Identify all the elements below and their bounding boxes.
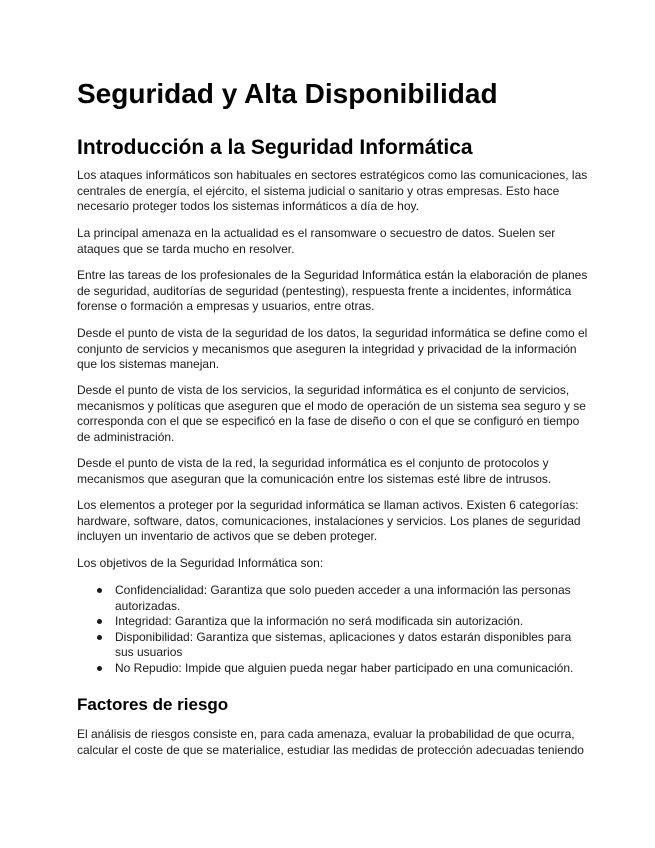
text-line: No Repudio: Impide que alguien pueda negar haber participado en una comunicación.: [115, 660, 574, 675]
text-line: Desde el punto de vista de la red, la seguridad informática es el conjunto de protocolos y: [77, 456, 549, 470]
text-line: corresponda con el que se especificó en la fase de diseño o con el que se configuró en tiempo: [77, 414, 580, 428]
paragraph-objectives-intro: [77, 556, 579, 572]
paragraph-attacks: [77, 168, 588, 215]
list-item-confidentiality: [77, 583, 579, 614]
paragraph-professionals: [77, 268, 588, 315]
list-item-availability: [77, 630, 579, 661]
paragraph-data-view: [77, 326, 588, 373]
text-line: El análisis de riesgos consiste en, para cada amenaza, evaluar la probabilidad de que ocurra,: [77, 727, 575, 741]
text-line: de seguridad, auditorías de seguridad (pentesting), respuesta frente a incidentes, informática: [77, 283, 572, 298]
text-line: mecanismos y políticas que aseguren que el modo de operación de un sistema sea seguro y se: [77, 398, 586, 413]
text-line: Disponibilidad: Garantiza que sistemas, aplicaciones y datos estarán disponibles para: [115, 629, 572, 644]
text-line: conjunto de servicios y mecanismos que aseguren la integridad y privacidad de la información: [77, 341, 577, 356]
bullet-icon: [97, 619, 102, 624]
paragraph-ransomware: [77, 226, 579, 257]
paragraph-risk-analysis: [77, 727, 584, 758]
text-line: Los objetivos de la Seguridad Informática son:: [77, 556, 324, 570]
text-line: mecanismos que aseguran que la comunicación entre los sistemas esté libre de intrusos.: [77, 471, 552, 486]
text-line: La principal amenaza en la actualidad es el ransomware o secuestro de datos. Suelen ser: [77, 226, 556, 240]
text-line: calcular el coste de que se materialice, estudiar las medidas de protección adecuadas teniendo: [77, 742, 584, 757]
list-item-non-repudiation: [77, 661, 579, 677]
text-line: que los sistemas manejan.: [77, 357, 220, 371]
paragraph-assets: [77, 498, 579, 545]
bullet-icon: [97, 635, 102, 640]
document-title: Seguridad y Alta Disponibilidad: [77, 78, 498, 109]
bullet-icon: [97, 588, 102, 593]
list-item-integrity: [77, 614, 579, 630]
objectives-list: [77, 583, 579, 676]
text-line: necesario proteger todos los sistemas informáticos a día de hoy.: [77, 199, 419, 213]
paragraph-network-view: [77, 456, 579, 487]
text-line: de administración.: [77, 429, 175, 444]
text-line: ataques que se tarda mucho en resolver.: [77, 241, 295, 256]
text-line: Entre las tareas de los profesionales de la Seguridad Informática están la elaboración de planes: [77, 268, 588, 282]
text-line: Desde el punto de vista de los servicios, la seguridad informática es el conjunto de servicios,: [77, 383, 570, 397]
text-line: incluyen un inventario de activos que se deben proteger.: [77, 529, 378, 543]
text-line: Confidencialidad: Garantiza que solo pueden acceder a una información las personas: [115, 583, 571, 597]
bullet-icon: [97, 666, 102, 671]
text-line: Los ataques informáticos son habituales en sectores estratégicos como las comunicaciones, las: [77, 168, 588, 182]
text-line: Desde el punto de vista de la seguridad de los datos, la seguridad informática se define como el: [77, 326, 588, 340]
text-line: forense o formación a empresas y usuarios, entre otras.: [77, 299, 375, 313]
paragraph-services-view: [77, 383, 586, 445]
text-line: Integridad: Garantiza que la información no será modificada sin autorización.: [115, 614, 524, 628]
text-line: centrales de energía, el ejército, el sistema judicial o sanitario y otras empresas. Esto hace: [77, 183, 560, 198]
text-line: autorizadas.: [115, 598, 181, 613]
section-heading-risk-factors: Factores de riesgo: [77, 695, 229, 714]
text-line: Los elementos a proteger por la seguridad informática se llaman activos. Existen 6 categorías:: [77, 498, 579, 512]
text-line: sus usuarios: [115, 645, 183, 659]
section-heading-intro: Introducción a la Seguridad Informática: [77, 136, 473, 159]
text-line: hardware, software, datos, comunicaciones, instalaciones y servicios. Los planes de seguridad: [77, 513, 581, 528]
